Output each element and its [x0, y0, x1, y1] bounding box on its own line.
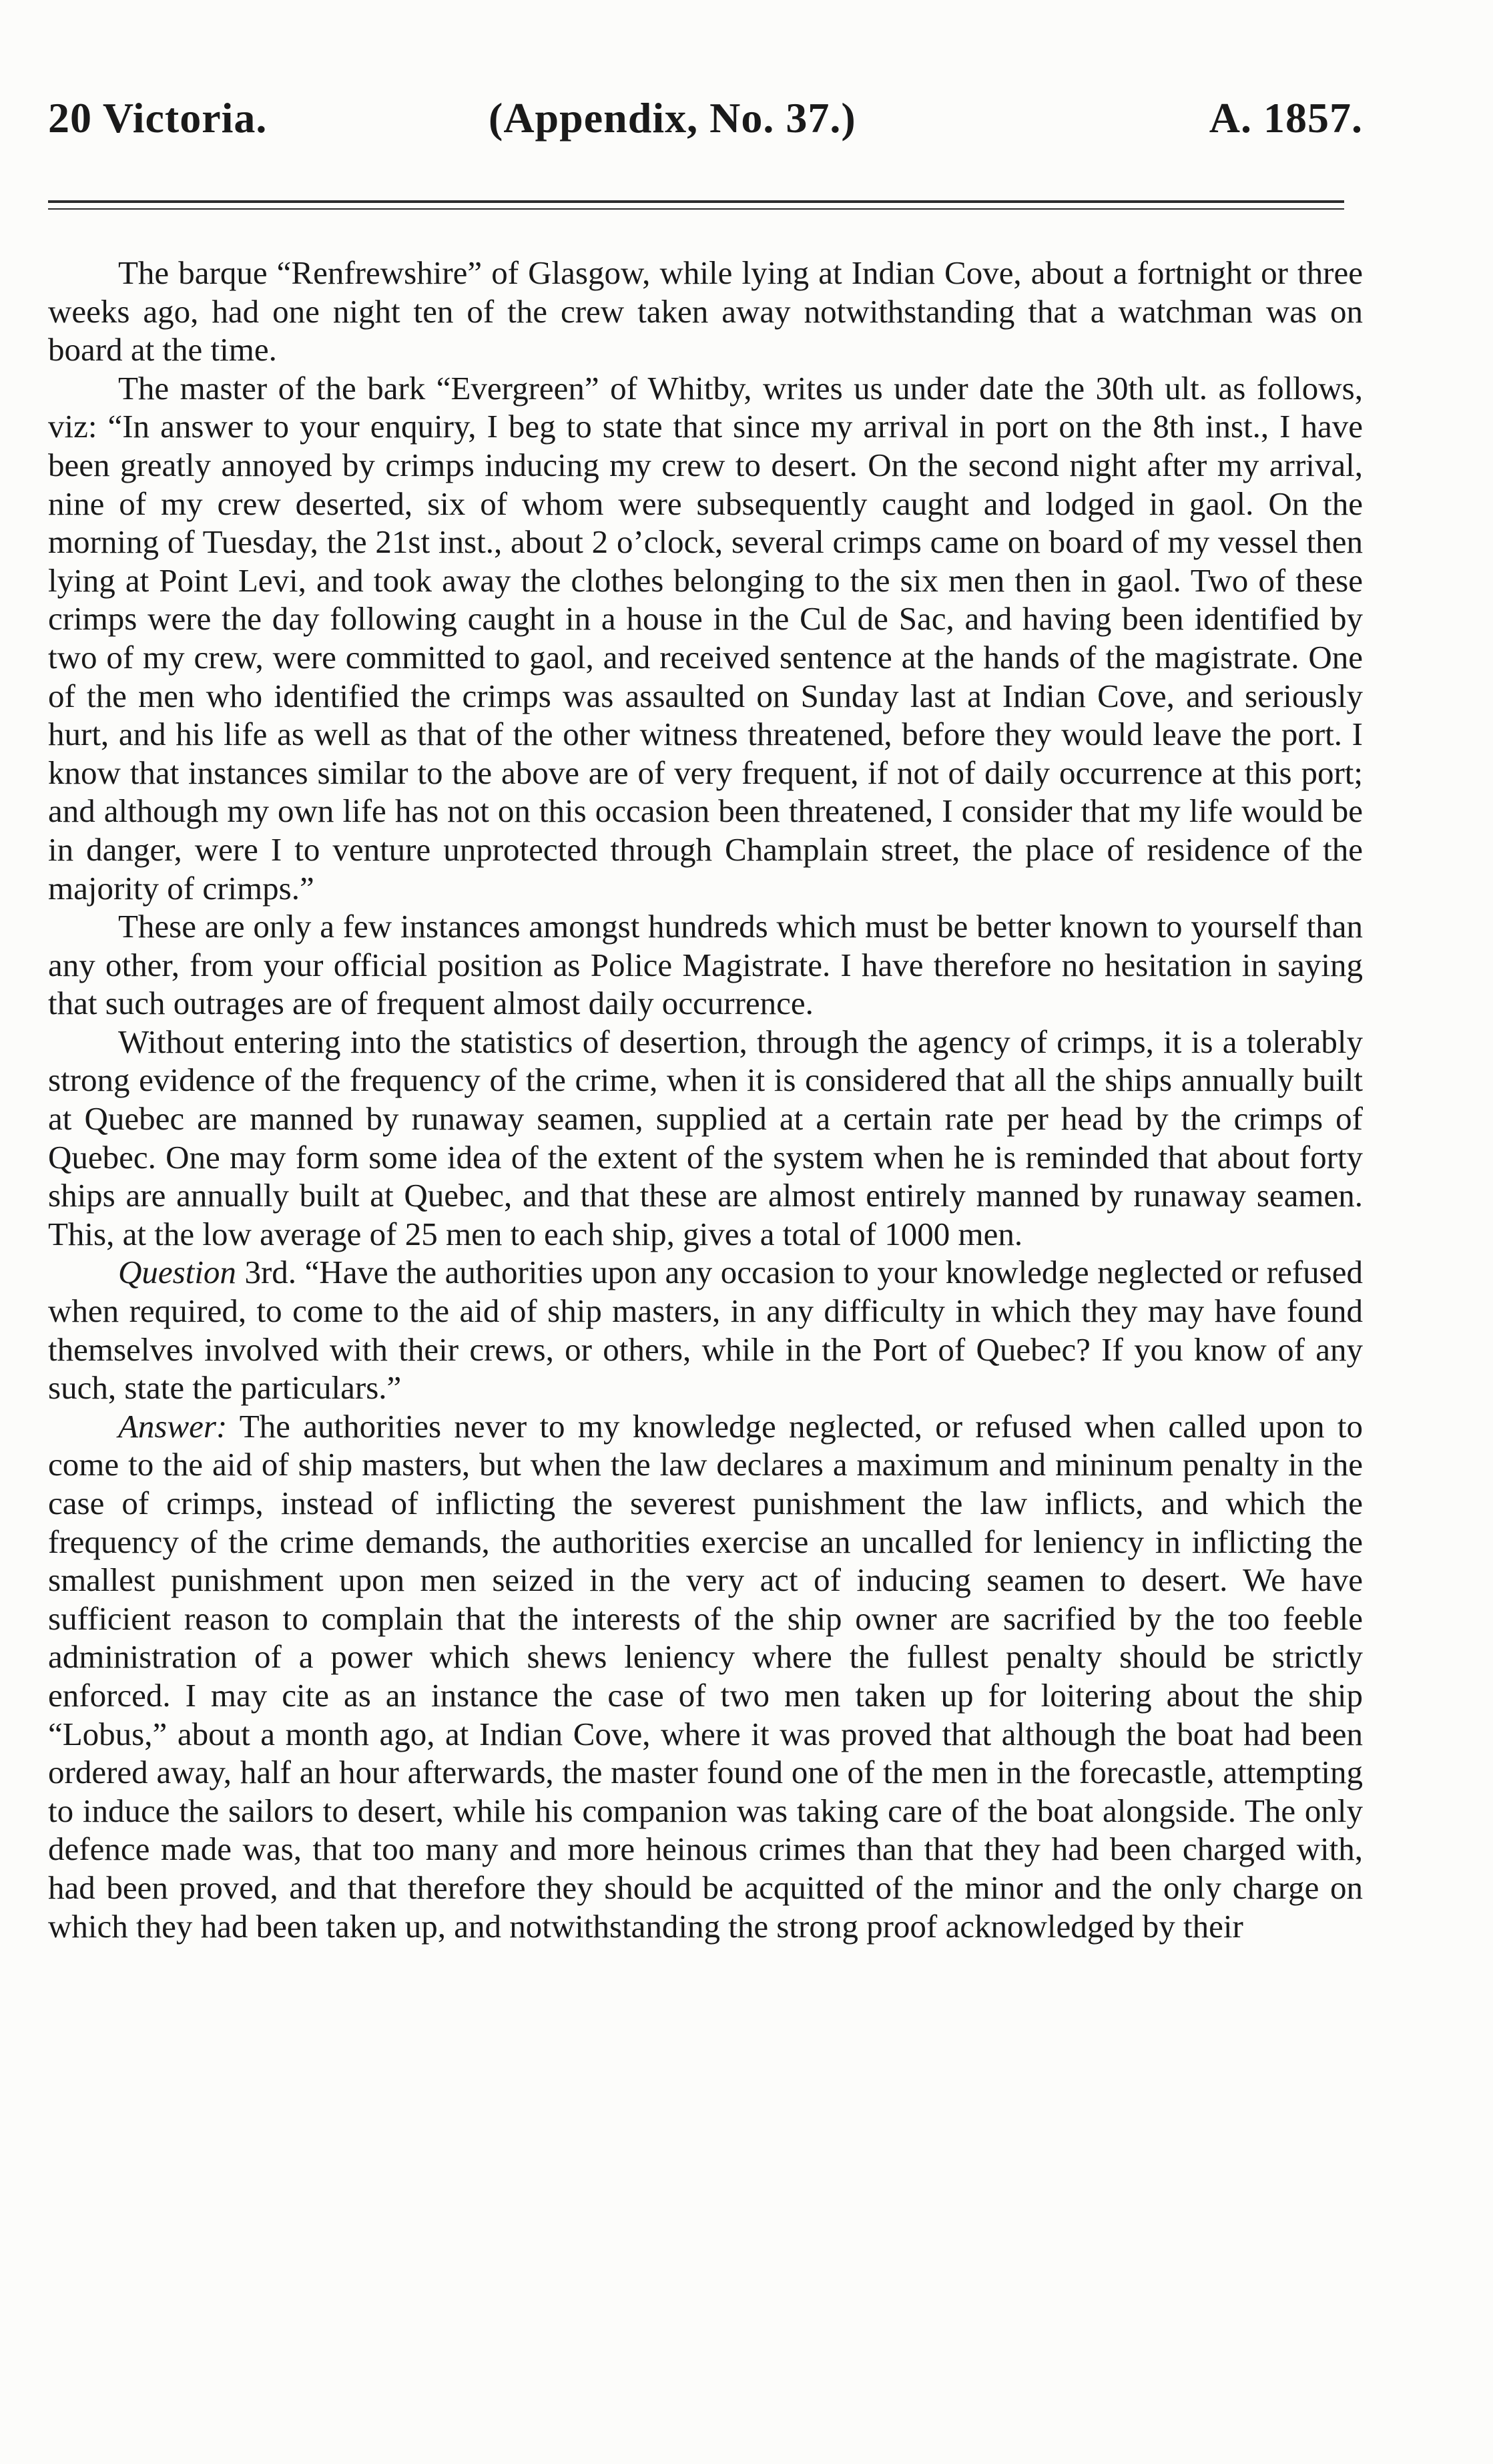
paragraph-renfrewshire: The barque “Renfrewshire” of Glasgow, while lying at Indian Cove, about a fortnight or three weeks ago, had one night ten of the crew taken away notwithstanding that a watchman was on board at the time. [48, 254, 1363, 368]
paragraph-statistics: Without entering into the statistics of desertion, through the agency of crimps, it is a tolerably strong evidence of the frequency of the crime, when it is considered that all the ships annually built at Quebec are manned by runaway seamen, supplied at a certain rate per head by the crimps of Quebec. One may form some idea of the extent of the system when he is reminded that about forty ships are annually built at Quebec, and that these are almost entirely manned by runaway seamen. This, at the low average of 25 men to each ship, gives a total of 1000 men. [48, 1023, 1363, 1252]
question-label: Question [118, 1254, 236, 1291]
header-rule-thin [48, 208, 1344, 210]
header-year: A. 1857. [1209, 94, 1363, 142]
page-header [48, 93, 1363, 167]
header-appendix: (Appendix, No. 37.) [489, 94, 856, 142]
header-session: 20 Victoria. [48, 94, 268, 142]
paragraph-answer: Answer: The authorities never to my knowledge neglected, or refused when called upon to come to the aid of ship masters, but when the law declares a maximum and mininum penalty in the case of crimps, instead of inflicting the severest punishment the law inflicts, and which the frequency of the crime demands, the authorities exercise an uncalled for leniency in inflicting the smallest punishment upon men seized in the very act of inducing seamen to desert. We have sufficient reason to complain that the interests of the ship owner are sacrified by the too feeble administration of a power which shews leniency where the fullest penalty should be strictly enforced. I may cite as an instance the case of two men taken up for loitering about the ship “Lobus,” about a month ago, at Indian Cove, where it was proved that although the boat had been ordered away, half an hour afterwards, the master found one of the men in the forecastle, attempting to induce the sailors to desert, while his companion was taking care of the boat alongside. The only defence made was, that too many and more heinous crimes than that they had been charged with, had been proved, and that therefore they should be acquitted of the minor and the only charge on which they had been taken up, and notwithstanding the strong proof acknowledged by their [48, 1407, 1363, 1945]
header-rule-thick [48, 200, 1344, 203]
paragraph-question-3: Question 3rd. “Have the authorities upon any occasion to your knowledge neglected or refused when required, to come to the aid of ship masters, in any difficulty in which they may have found themselves involved with their crews, or others, while in the Port of Quebec? If you know of any such, state the particulars.” [48, 1254, 1363, 1407]
body-text [48, 254, 1363, 1945]
paragraph-instances: These are only a few instances amongst hundreds which must be better known to yourself than any other, from your official position as Police Magistrate. I have therefore no hesitation in saying that such outrages are of frequent almost daily occurrence. [48, 908, 1363, 1022]
paragraph-evergreen: The master of the bark “Evergreen” of Whitby, writes us under date the 30th ult. as follows, viz: “In answer to your enquiry, I beg to state that since my arrival in port on the 8th inst., I have been greatly annoyed by crimps inducing my crew to desert. On the second night after my arrival, nine of my crew deserted, six of whom were subsequently caught and lodged in gaol. On the morning of Tuesday, the 21st inst., about 2 o’clock, several crimps came on board of my vessel then lying at Point Levi, and took away the clothes belonging to the six men then in gaol. Two of these crimps were the day following caught in a house in the Cul de Sac, and having been identified by two of my crew, were committed to gaol, and received sentence at the hands of the magistrate. One of the men who identified the crimps was assaulted on Sunday last at Indian Cove, and seriously hurt, and his life as well as that of the other witness threatened, before they would leave the port. I know that instances similar to the above are of very frequent, if not of daily occurrence at this port; and although my own life has not on this occasion been threatened, I consider that my life would be in danger, were I to venture unprotected through Champlain street, the place of residence of the majority of crimps.” [48, 369, 1363, 907]
answer-label: Answer: [118, 1407, 228, 1445]
